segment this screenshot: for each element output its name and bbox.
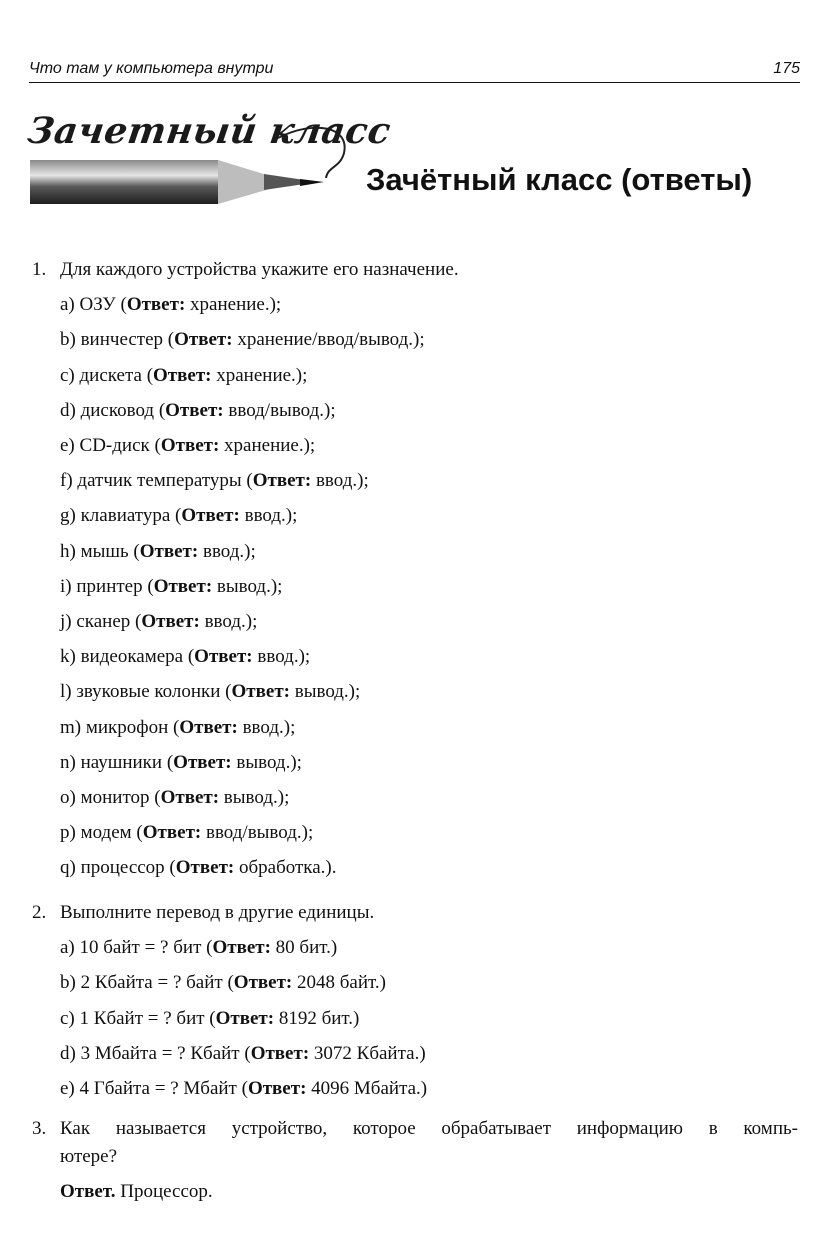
item-question: монитор ( [80, 787, 161, 808]
logo-text: Зачетный класс [25, 110, 394, 152]
item-letter: i) [60, 575, 72, 597]
question-text: ютере? [60, 1146, 118, 1167]
answer-label: Ответ: [141, 611, 200, 632]
item-question: 10 байт = ? бит ( [79, 937, 213, 959]
item-question: звуковые колонки ( [76, 681, 232, 703]
item-question: дисковод ( [80, 399, 166, 421]
answer-label: Ответ: [212, 937, 271, 959]
item-answer: ввод.); [202, 540, 256, 562]
item-letter: e) [60, 1078, 75, 1099]
item-question: датчик температуры ( [77, 470, 253, 492]
running-header [29, 60, 800, 83]
question-text: Для каждого устройства укажите его назначение. [60, 259, 459, 280]
answer-item [60, 364, 307, 388]
item-letter: k) [60, 646, 76, 668]
item-question: сканер ( [76, 611, 142, 632]
answer-item [60, 469, 369, 493]
item-letter: l) [60, 681, 72, 703]
answer-label: Ответ: [174, 329, 233, 351]
item-question: винчестер ( [80, 329, 175, 351]
item-letter: d) [60, 399, 76, 421]
answer-item [60, 856, 337, 880]
item-question: 3 Мбайта = ? Кбайт ( [80, 1042, 251, 1064]
item-question: дискета ( [79, 364, 154, 386]
answer-item [60, 936, 337, 960]
item-answer: 80 бит.) [275, 937, 338, 959]
item-question: 4 Гбайта = ? Мбайт ( [79, 1078, 248, 1099]
item-answer: ввод.); [244, 505, 298, 527]
answer-item [60, 645, 310, 669]
answer-label: Ответ: [153, 575, 213, 597]
page-title: Зачётный класс (ответы) [366, 162, 753, 197]
answer-label: Ответ: [142, 822, 202, 844]
item-letter: c) [60, 1007, 75, 1029]
page-number: 175 [773, 60, 800, 77]
item-answer: вывод.); [223, 787, 290, 808]
answer-label: Ответ: [250, 1042, 310, 1064]
item-answer: 8192 бит.) [278, 1007, 360, 1029]
item-question: наушники ( [80, 751, 174, 773]
answer-item [60, 328, 425, 352]
item-answer: хранение/ввод/вывод.); [237, 329, 425, 351]
item-question: ОЗУ ( [79, 294, 127, 316]
answer-label: Ответ: [126, 294, 186, 316]
item-letter: h) [60, 540, 76, 562]
item-letter: c) [60, 364, 75, 386]
answer-item [60, 504, 297, 528]
answer-item [60, 680, 360, 704]
answer-label: Ответ: [194, 646, 253, 668]
answer-label: Ответ: [233, 972, 293, 994]
answer-item [60, 540, 256, 564]
running-title: Что там у компьютера внутри [29, 60, 274, 77]
question-text: Как называется устройство, которое обрабатывает информацию в компь- [60, 1118, 798, 1139]
answer-label: Ответ: [160, 435, 220, 456]
item-answer: 2048 байт.) [297, 972, 386, 994]
answer-label: Ответ: [160, 787, 220, 808]
item-answer: вывод.); [236, 751, 302, 773]
answer-label: Ответ: [175, 857, 235, 879]
item-answer: ввод.); [204, 611, 258, 632]
item-letter: a) [60, 294, 75, 316]
answer-label: Ответ: [173, 751, 232, 773]
item-question: CD-диск ( [79, 435, 161, 456]
question-text: Выполните перевод в другие единицы. [60, 902, 375, 923]
item-question: клавиатура ( [80, 505, 182, 527]
answer-item [60, 1007, 359, 1031]
question-number: 3. [32, 1118, 47, 1139]
answer-label: Ответ: [231, 681, 290, 703]
item-answer: ввод/вывод.); [205, 822, 314, 844]
item-letter: f) [60, 470, 73, 492]
item-answer: обработка.). [238, 857, 337, 879]
answer-item [60, 751, 302, 775]
answer-item [60, 1077, 427, 1101]
answer-label: Ответ: [165, 399, 224, 421]
item-answer: вывод.); [294, 681, 361, 703]
item-letter: o) [60, 787, 76, 808]
answer-label: Ответ: [215, 1007, 275, 1029]
answer-label: Ответ: [181, 505, 240, 527]
item-answer: 4096 Мбайта.) [311, 1078, 428, 1099]
item-answer: ввод.); [315, 470, 369, 492]
item-letter: n) [60, 751, 76, 773]
item-answer: хранение.); [190, 294, 282, 316]
item-letter: m) [60, 716, 82, 738]
item-answer: хранение.); [216, 364, 308, 386]
answer-item [60, 786, 289, 810]
item-answer: вывод.); [216, 575, 283, 597]
item-question: процессор ( [80, 857, 176, 879]
answer-label: Ответ: [139, 540, 199, 562]
item-letter: j) [60, 611, 72, 632]
answer-label: Ответ: [247, 1078, 307, 1099]
item-question: 1 Кбайт = ? бит ( [79, 1007, 216, 1029]
answer-item [60, 434, 315, 458]
item-letter: q) [60, 857, 76, 879]
item-question: микрофон ( [85, 716, 180, 738]
answer-item [60, 716, 295, 740]
answer-value: Процессор. [120, 1181, 213, 1202]
item-letter: g) [60, 505, 76, 527]
answer-item [60, 610, 257, 634]
answer-item [60, 971, 386, 995]
answer-label: Ответ. [60, 1181, 116, 1202]
item-question: видеокамера ( [80, 646, 195, 668]
section-logo [25, 108, 394, 220]
answer-label: Ответ: [252, 470, 312, 492]
question-number: 1. [32, 259, 47, 280]
item-letter: b) [60, 329, 76, 351]
answer-item [60, 821, 313, 845]
item-letter: a) [60, 937, 75, 959]
item-answer: ввод/вывод.); [228, 399, 336, 421]
question-number: 2. [32, 902, 47, 923]
item-letter: e) [60, 435, 75, 456]
item-question: 2 Кбайта = ? байт ( [80, 972, 234, 994]
item-answer: ввод.); [242, 716, 296, 738]
item-question: мышь ( [80, 540, 140, 562]
answer-item [60, 399, 336, 423]
item-letter: p) [60, 822, 76, 844]
answer-item [60, 293, 281, 317]
answer-label: Ответ: [179, 716, 238, 738]
item-letter: d) [60, 1042, 76, 1064]
answer-item [60, 1042, 426, 1066]
item-answer: хранение.); [224, 435, 316, 456]
item-question: принтер ( [76, 575, 154, 597]
item-answer: ввод.); [257, 646, 311, 668]
final-answer [60, 1180, 213, 1204]
answer-item [60, 575, 282, 599]
item-answer: 3072 Кбайта.) [313, 1042, 426, 1064]
answer-label: Ответ: [153, 364, 212, 386]
item-question: модем ( [80, 822, 143, 844]
item-letter: b) [60, 972, 76, 994]
